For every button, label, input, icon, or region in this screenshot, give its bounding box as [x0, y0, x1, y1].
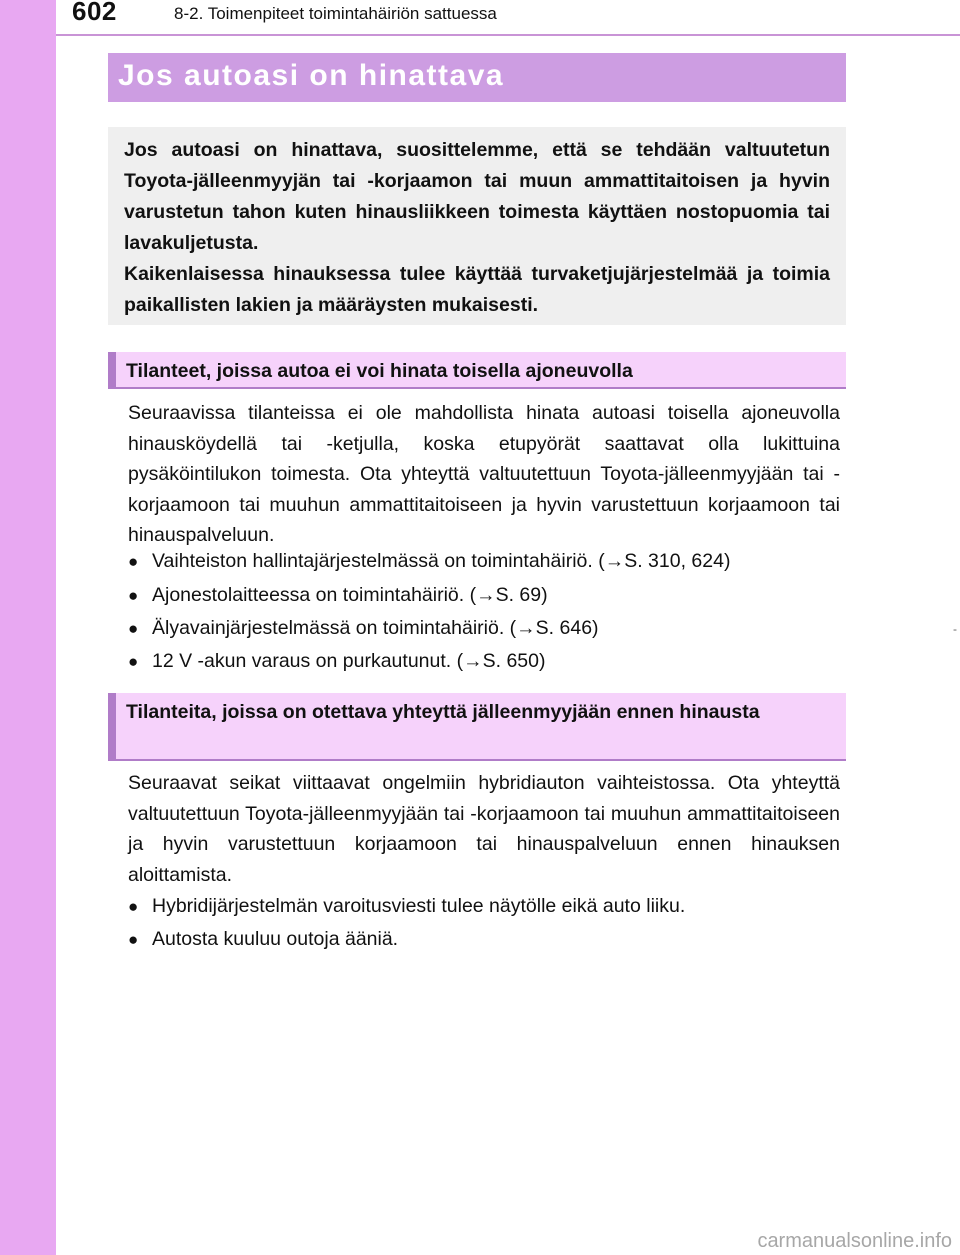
- list-item-text: Autosta kuuluu outoja ääniä.: [152, 928, 399, 950]
- list-item-text: Vaihteiston hallintajärjestelmässä on toimintahäiriö. (→S. 310, 624): [152, 550, 731, 572]
- list-item: [128, 891, 840, 922]
- bullet-icon: ●: [128, 897, 139, 916]
- subsection-heading-2: [108, 693, 846, 761]
- subsection-2-paragraph: Seuraavat seikat viittaavat ongelmiin hybridiauton vaihteistossa. Ota yhteyttä valtuutettuun Toyota-jälleenmyyjään tai -korjaamoon tai muuhun ammattitaitoiseen ja hyvin varustettuun korjaamoon tai hinauspalveluun ennen hinauksen aloittamista.: [128, 772, 840, 886]
- bullet-icon: ●: [128, 586, 139, 605]
- intro-box: [108, 127, 846, 325]
- bullet-icon: ●: [128, 552, 139, 571]
- bullet-icon: ●: [128, 930, 139, 949]
- watermark: carmanualsonline.info: [757, 1230, 952, 1252]
- bullet-icon: ●: [128, 652, 139, 671]
- chapter-color-band: [0, 0, 56, 1255]
- list-item-text: 12 V -akun varaus on purkautunut. (→S. 650): [152, 650, 546, 672]
- list-item-text: Älyavainjärjestelmässä on toimintahäiriö. (→S. 646): [152, 617, 599, 639]
- subsection-heading-2-text: Tilanteita, joissa on otettava yhteyttä jälleenmyyjään ennen hinausta: [126, 701, 760, 723]
- intro-paragraph-1: Jos autoasi on hinattava, suosittelemme, että se tehdään valtuutetun Toyota-jälleenmyyjän tai -korjaamon tai muun ammattitaitoisen ja hyvin varustetun tahon kuten hinausliikkeen toimesta käyttäen nostopuomia tai lavakuljetusta.: [124, 139, 830, 254]
- bullet-icon: ●: [128, 619, 139, 638]
- subsection-heading-1-text: Tilanteet, joissa autoa ei voi hinata toisella ajoneuvolla: [126, 360, 633, 382]
- intro-paragraph-2: Kaikenlaisessa hinauksessa tulee käyttää turvaketjujärjestelmää ja toimia paikallisten lakien ja määräysten mukaisesti.: [124, 263, 830, 316]
- list-item-text: Hybridijärjestelmän varoitusviesti tulee näytölle eikä auto liiku.: [152, 895, 686, 917]
- header-divider: [56, 34, 960, 36]
- subsection-heading-1: [108, 352, 846, 389]
- list-item-text: Ajonestolaitteessa on toimintahäiriö. (→S. 69): [152, 584, 548, 606]
- page-title: Jos autoasi on hinattava: [118, 59, 505, 92]
- list-item: [128, 580, 840, 611]
- list-item: [128, 924, 840, 955]
- section-title-bar: [108, 53, 846, 102]
- running-head: 8-2. Toimenpiteet toimintahäiriön sattuessa: [174, 4, 497, 23]
- subsection-1-paragraph: Seuraavissa tilanteissa ei ole mahdollista hinata autoasi toisella ajoneuvolla hinausköydellä tai -ketjulla, koska etupyörät saattavat olla lukittuina pysäköintilukon toimesta. Ota yhteyttä valtuutettuun Toyota-jälleenmyyjään tai -korjaamoon tai muuhun ammattitaitoiseen ja hyvin varustettuun korjaamoon tai hinauspalveluun.: [128, 402, 840, 546]
- list-item: [128, 613, 840, 644]
- list-item: [128, 546, 840, 577]
- list-item: [128, 646, 840, 677]
- page-number: 602: [72, 0, 117, 26]
- margin-mark: -: [953, 622, 957, 636]
